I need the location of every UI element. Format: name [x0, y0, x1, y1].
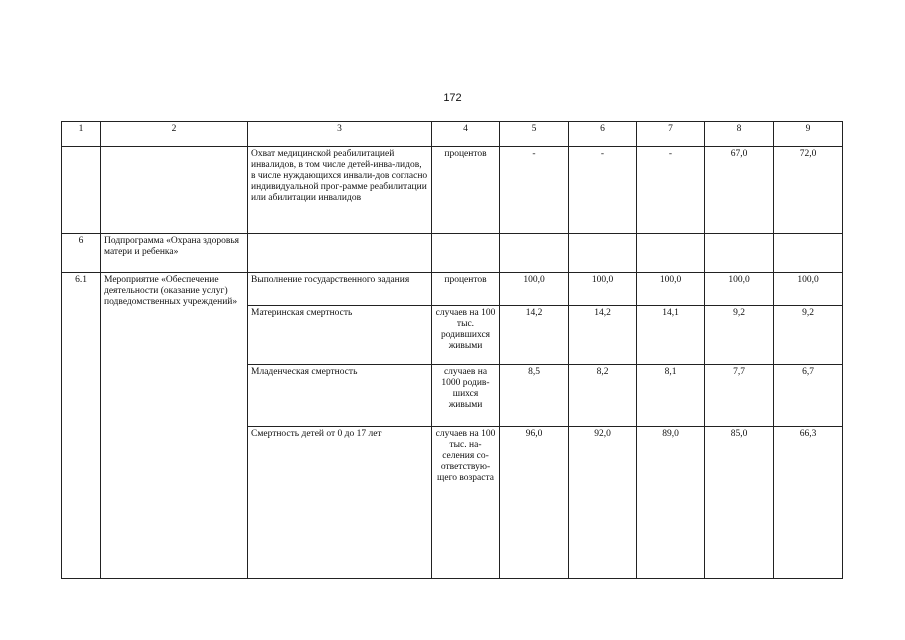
value-cell: 6,7: [774, 365, 843, 427]
value-cell: 92,0: [569, 427, 637, 579]
header-cell: 2: [101, 122, 248, 147]
header-cell: 8: [705, 122, 774, 147]
empty-cell: [248, 234, 432, 273]
value-cell: -: [637, 147, 705, 234]
value-cell: 14,2: [500, 306, 569, 365]
indicators-table: [61, 121, 843, 579]
value-cell: 9,2: [774, 306, 843, 365]
row-number: 6.1: [62, 273, 101, 579]
value-cell: 14,1: [637, 306, 705, 365]
empty-cell: [569, 234, 637, 273]
empty-cell: [500, 234, 569, 273]
value-cell: 8,5: [500, 365, 569, 427]
indicator-name: Младенческая смертность: [248, 365, 432, 427]
header-cell: 4: [432, 122, 500, 147]
value-cell: 67,0: [705, 147, 774, 234]
header-cell: 3: [248, 122, 432, 147]
empty-cell: [432, 234, 500, 273]
header-cell: 9: [774, 122, 843, 147]
header-cell: 6: [569, 122, 637, 147]
unit-cell: случаев на 1000 родив-шихся живыми: [432, 365, 500, 427]
value-cell: 85,0: [705, 427, 774, 579]
header-cell: 5: [500, 122, 569, 147]
unit-cell: процентов: [432, 147, 500, 234]
empty-cell: [637, 234, 705, 273]
header-row: [62, 122, 843, 147]
unit-cell: случаев на 100 тыс. родившихся живыми: [432, 306, 500, 365]
empty-cell: [705, 234, 774, 273]
value-cell: 9,2: [705, 306, 774, 365]
header-cell: 1: [62, 122, 101, 147]
empty-cell: [774, 234, 843, 273]
value-cell: 100,0: [569, 273, 637, 306]
indicator-name: Материнская смертность: [248, 306, 432, 365]
indicator-name: Смертность детей от 0 до 17 лет: [248, 427, 432, 579]
value-cell: 8,1: [637, 365, 705, 427]
table-row: [62, 273, 843, 306]
header-cell: 7: [637, 122, 705, 147]
value-cell: 14,2: [569, 306, 637, 365]
value-cell: 96,0: [500, 427, 569, 579]
value-cell: 89,0: [637, 427, 705, 579]
value-cell: 100,0: [774, 273, 843, 306]
page-number: 172: [443, 92, 462, 104]
value-cell: 7,7: [705, 365, 774, 427]
row-number: 6: [62, 234, 101, 273]
row-number: [62, 147, 101, 234]
value-cell: 66,3: [774, 427, 843, 579]
indicator-name: Охват медицинской реабилитацией инвалидов, в том числе детей-инва-лидов, в числе нуждающихся инвали-дов согласно индивидуальной прог-рамме реабилитации или абилитации инвалидов: [248, 147, 432, 234]
table-row: [62, 147, 843, 234]
indicator-name: Выполнение государственного задания: [248, 273, 432, 306]
program-name: Мероприятие «Обеспечение деятельности (оказание услуг) подведомственных учреждений»: [101, 273, 248, 579]
value-cell: -: [500, 147, 569, 234]
unit-cell: процентов: [432, 273, 500, 306]
program-name: Подпрограмма «Охрана здоровья матери и ребенка»: [101, 234, 248, 273]
value-cell: 100,0: [637, 273, 705, 306]
table-row: [62, 234, 843, 273]
value-cell: 100,0: [500, 273, 569, 306]
value-cell: 72,0: [774, 147, 843, 234]
program-name: [101, 147, 248, 234]
unit-cell: случаев на 100 тыс. на-селения со-ответствую-щего возраста: [432, 427, 500, 579]
value-cell: -: [569, 147, 637, 234]
value-cell: 100,0: [705, 273, 774, 306]
value-cell: 8,2: [569, 365, 637, 427]
